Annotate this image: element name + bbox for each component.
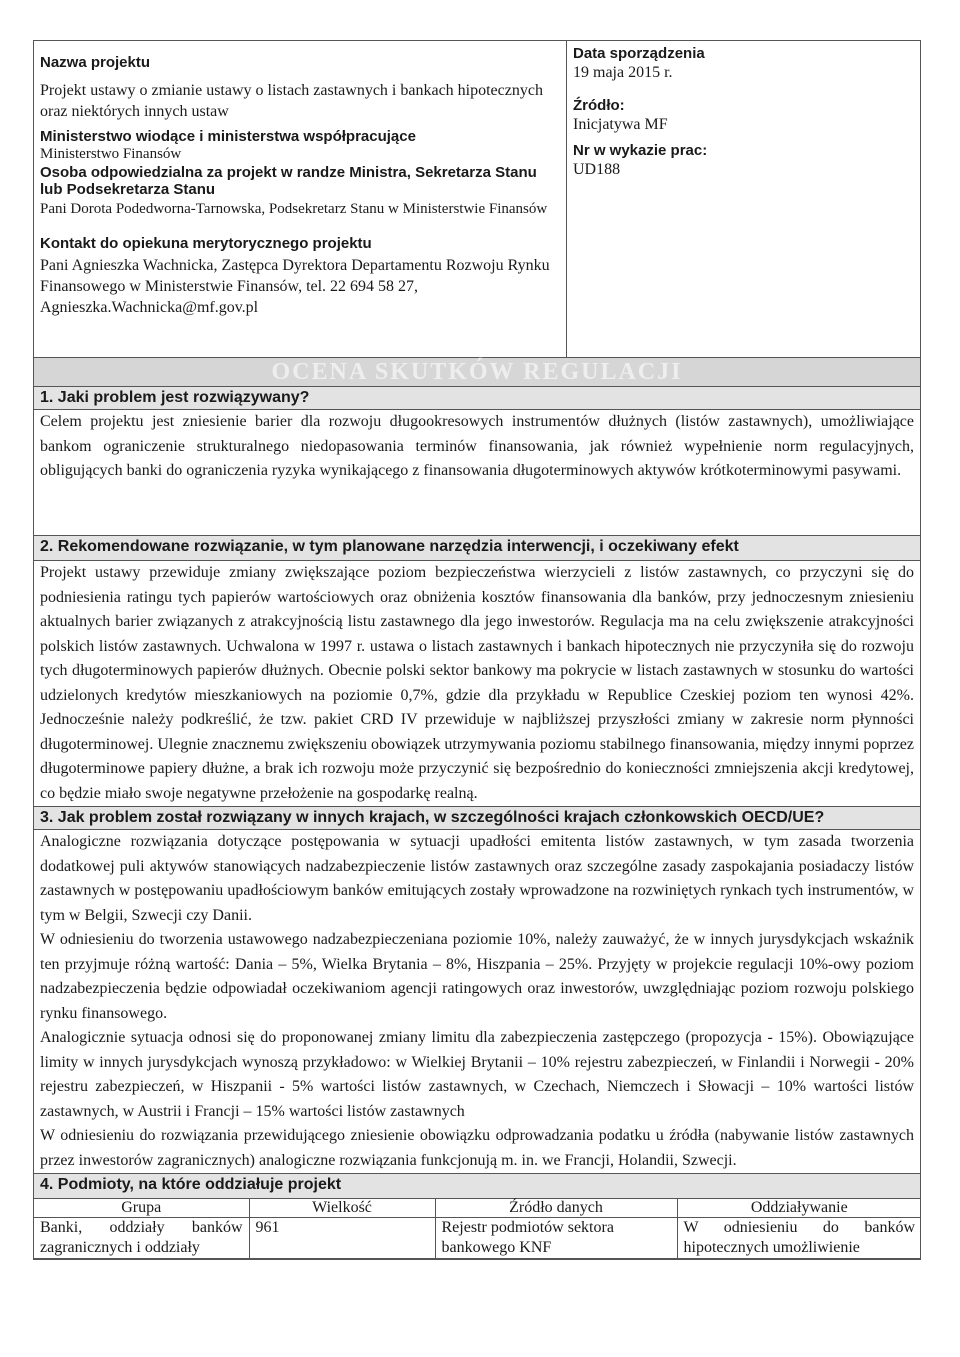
section-3-body-cell	[34, 830, 921, 1174]
cell-group: Banki, oddziały banków zagranicznych i oddziały	[34, 1218, 249, 1259]
section-3-paragraph: W odniesieniu do tworzenia ustawowego nadzabezpieczeniana poziomie 10%, należy zauważyć, że w innych jurysdykcjach wskaźnik ten przyjmuje różną wartość: Dania – 5%, Wielka Brytania – 8%, Hiszpania – 25%. Przyjęty w projekcie regulacji 10%-owy poziom nadzabezpieczenia będzie odpowiadał oczekiwaniom agencji ratingowych oraz inwestorów, uwzględniając poziom rozwoju polskiego rynku finansowego.	[40, 931, 914, 1022]
date-label: Data sporządzenia	[573, 45, 705, 62]
worklist-number: UD188	[573, 161, 621, 178]
ors-banner: OCENA SKUTKÓW REGULACJI	[34, 358, 921, 387]
project-name-label: Nazwa projektu	[40, 54, 151, 71]
column-header-size: Wielkość	[249, 1199, 435, 1218]
section-3-paragraph: Analogiczne rozwiązania dotyczące postępowania w sytuacji upadłości emitenta listów zastawnych, w tym zasada tworzenia dodatkowej puli aktywów stanowiących nadzabezpieczenie listów zastawnych oraz szczególne zasady zaspokajania posiadaczy listów zastawnych w postępowaniu upadłościowym banków emitujących zostały wprowadzone na rozwiniętych rynkach tych instrumentów, w tym w Belgii, Szwecji czy Danii.	[40, 833, 914, 924]
project-name: Projekt ustawy o zmianie ustawy o listach zastawnych i bankach hipotecznych oraz niektórych innych ustaw	[40, 82, 543, 120]
source: Inicjatywa MF	[573, 116, 668, 133]
section-1-text: Celem projektu jest zniesienie barier dla rozwoju długookresowych instrumentów dłużnych (listów zastawnych), umożliwiające bankom ograniczenie strukturalnego niedopasowania terminów finansowania, jak również wypełnienie norm regulacyjnych, obligujących banki do ograniczenia ryzyka wynikającego z finansowania długoterminowych aktywów krótkoterminowymi pasywami.	[40, 413, 914, 479]
section-4-table-cell	[34, 1199, 921, 1260]
ors-table	[33, 40, 921, 1260]
meta-cell	[567, 41, 921, 358]
cell-source: Rejestr podmiotów sektora bankowego KNF	[435, 1218, 677, 1259]
affected-entities-table	[34, 1199, 921, 1259]
column-header-source: Źródło danych	[435, 1199, 677, 1218]
ors-form	[33, 40, 920, 1260]
person-label: Osoba odpowiedzialna za projekt w randze Ministra, Sekretarza Stanu lub Podsekretarza Stanu	[40, 164, 537, 198]
section-1-body-cell	[34, 410, 921, 536]
section-2-body-cell	[34, 561, 921, 807]
contact-label: Kontakt do opiekuna merytorycznego projektu	[40, 235, 372, 252]
ministry-label: Ministerstwo wiodące i ministerstwa współpracujące	[40, 128, 416, 145]
project-info-cell	[34, 41, 567, 358]
section-3-title: 3. Jak problem został rozwiązany w innych krajach, w szczególności krajach członkowskich OECD/UE?	[34, 807, 921, 830]
person: Pani Dorota Podedworna-Tarnowska, Podsekretarz Stanu w Ministerstwie Finansów	[40, 201, 548, 217]
section-1-title: 1. Jaki problem jest rozwiązywany?	[34, 387, 921, 410]
source-label: Źródło:	[573, 97, 625, 114]
section-3-paragraph: Analogicznie sytuacja odnosi się do proponowanej zmiany limitu dla zabezpieczenia zastępczego (propozycja - 15%). Obowiązujące limity w innych jurysdykcjach wynoszą przykładowo: w Wielkiej Brytanii – 10% rejestru zabezpieczeń, w Finlandii i Norwegii - 20% rejestru zabezpieczeń, w Hiszpanii - 5% wartości listów zastawnych, w Czechach, Niemczech i Słowacji – 10% wartości listów zastawnych, w Austrii i Francji – 15% wartości listów zastawnych	[40, 1029, 914, 1120]
section-2-text: Projekt ustawy przewiduje zmiany zwiększające poziom bezpieczeństwa wierzycieli z listów zastawnych, co przyczyni się do podniesienia ratingu tych papierów wartościowych oraz obniżenia kosztów finansowania dla banków, przy jednoczesnym zniesieniu aktualnych barier związanych z atrakcyjnością listu zastawnego dla jego inwestorów. Regulacja ma na celu zwiększenie atrakcyjności polskich listów zastawnych. Uchwalona w 1997 r. ustawa o listach zastawnych i bankach hipotecznych nie przyczyniła się do rozwoju tych długoterminowych papierów dłużnych. Obecnie polski sektor bankowy ma pokrycie w listach zastawnych w stosunku do wartości udzielonych kredytów mieszkaniowych na poziomie 0,7%, gdzie dla przykładu w Republice Czeskiej poziom ten wynosi 42%. Jednocześnie należy podkreślić, że tzw. pakiet CRD IV przewiduje w najbliższej przyszłości zmiany w zakresie norm płynności długoterminowej. Ulegnie znacznemu zwiększeniu obowiązek utrzymywania poziomu stabilnego finansowania, między innymi poprzez długoterminowe papiery dłużne, a brak ich rozwoju może przyczynić się bezpośrednio do konieczności zmniejszenia akcji kredytowej, co będzie miało swoje negatywne przełożenie na gospodarkę realną.	[40, 564, 914, 802]
cell-size: 961	[249, 1218, 435, 1259]
cell-impact: W odniesieniu do banków hipotecznych umożliwienie	[677, 1218, 921, 1259]
column-header-impact: Oddziaływanie	[677, 1199, 921, 1218]
worklist-label: Nr w wykazie prac:	[573, 142, 708, 159]
section-4-title: 4. Podmioty, na które oddziałuje projekt	[34, 1174, 921, 1199]
ministry: Ministerstwo Finansów	[40, 146, 182, 162]
date: 19 maja 2015 r.	[573, 64, 673, 81]
contact: Pani Agnieszka Wachnicka, Zastępca Dyrektora Departamentu Rozwoju Rynku Finansowego w Ministerstwie Finansów, tel. 22 694 58 27, Agnieszka.Wachnicka@mf.gov.pl	[40, 257, 550, 316]
column-header-group: Grupa	[34, 1199, 249, 1218]
section-2-title: 2. Rekomendowane rozwiązanie, w tym planowane narzędzia interwencji, i oczekiwany efekt	[34, 536, 921, 561]
table-row	[34, 1218, 921, 1259]
table-header-row	[34, 1199, 921, 1218]
section-3-paragraph: W odniesieniu do rozwiązania przewidującego zniesienie obowiązku odprowadzania podatku u źródła (nabywanie listów zastawnych przez inwestorów zagranicznych) analogiczne rozwiązania funkcjonują m. in. we Francji, Holandii, Szwecji.	[40, 1127, 914, 1169]
